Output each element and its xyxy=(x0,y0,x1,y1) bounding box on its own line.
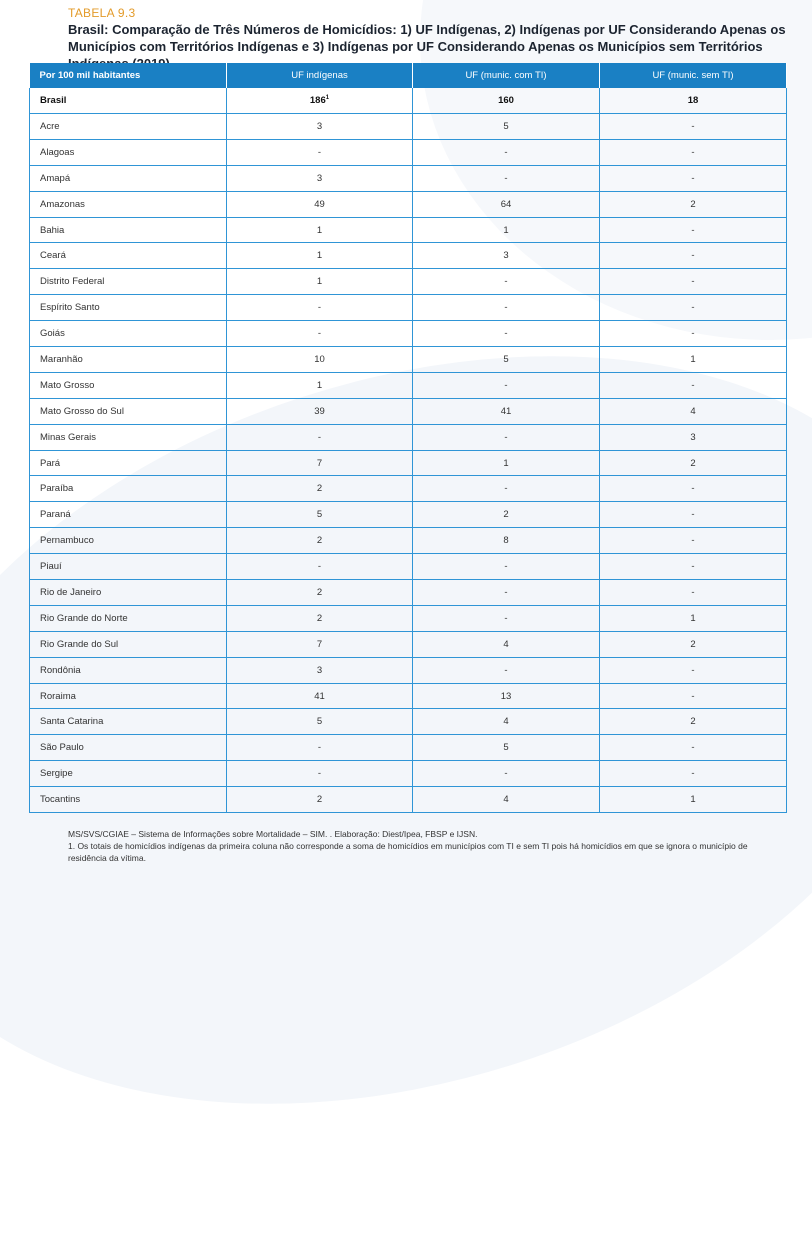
column-header-uf-indigenas: UF indígenas xyxy=(227,63,413,88)
sem-ti-value: - xyxy=(600,580,787,606)
uf-name: Espírito Santo xyxy=(30,295,227,321)
com-ti-value: - xyxy=(413,605,600,631)
table-row xyxy=(30,139,787,165)
column-header-sem-ti: UF (munic. sem TI) xyxy=(600,63,787,88)
uf-indigenas-value: - xyxy=(227,735,413,761)
uf-name: Acre xyxy=(30,114,227,140)
uf-indigenas-value: 5 xyxy=(227,502,413,528)
table-row xyxy=(30,735,787,761)
sem-ti-value: - xyxy=(600,243,787,269)
uf-indigenas-value: - xyxy=(227,295,413,321)
com-ti-value: 1 xyxy=(413,450,600,476)
sem-ti-value: - xyxy=(600,165,787,191)
sem-ti-value: - xyxy=(600,269,787,295)
table-row xyxy=(30,347,787,373)
sem-ti-value: 2 xyxy=(600,191,787,217)
table-row xyxy=(30,476,787,502)
uf-indigenas-value: 1 xyxy=(227,269,413,295)
table-row xyxy=(30,191,787,217)
table-row xyxy=(30,424,787,450)
com-ti-value: 8 xyxy=(413,528,600,554)
uf-indigenas-value: 7 xyxy=(227,631,413,657)
com-ti-value: 64 xyxy=(413,191,600,217)
uf-indigenas-value: 49 xyxy=(227,191,413,217)
uf-indigenas-value: - xyxy=(227,554,413,580)
sem-ti-value: 2 xyxy=(600,631,787,657)
sem-ti-value: - xyxy=(600,217,787,243)
homicide-table xyxy=(29,63,787,813)
com-ti-value: - xyxy=(413,761,600,787)
com-ti-value: - xyxy=(413,372,600,398)
com-ti-value: - xyxy=(413,657,600,683)
com-ti-value: 1 xyxy=(413,217,600,243)
com-ti-value: - xyxy=(413,476,600,502)
sem-ti-value: 3 xyxy=(600,424,787,450)
column-header-region: Por 100 mil habitantes xyxy=(30,63,227,88)
com-ti-value: - xyxy=(413,269,600,295)
table-row xyxy=(30,554,787,580)
uf-name: Tocantins xyxy=(30,787,227,813)
com-ti-value: 4 xyxy=(413,631,600,657)
uf-indigenas-value: 5 xyxy=(227,709,413,735)
uf-indigenas-value: 3 xyxy=(227,165,413,191)
table-number-label: TABELA 9.3 xyxy=(68,6,136,20)
com-ti-value: 13 xyxy=(413,683,600,709)
com-ti-value: 5 xyxy=(413,347,600,373)
sem-ti-value: - xyxy=(600,657,787,683)
table-row xyxy=(30,761,787,787)
header-row xyxy=(30,63,787,88)
uf-indigenas-value: 3 xyxy=(227,114,413,140)
sem-ti-value: 2 xyxy=(600,709,787,735)
com-ti-value: - xyxy=(413,165,600,191)
sem-ti-value: - xyxy=(600,683,787,709)
uf-indigenas-value: 2 xyxy=(227,528,413,554)
table-row xyxy=(30,657,787,683)
uf-name: Piauí xyxy=(30,554,227,580)
uf-indigenas-value: 10 xyxy=(227,347,413,373)
sem-ti-value: - xyxy=(600,139,787,165)
sem-ti-value: - xyxy=(600,554,787,580)
uf-name: Ceará xyxy=(30,243,227,269)
sem-ti-value: 1 xyxy=(600,605,787,631)
sem-ti-value: - xyxy=(600,761,787,787)
com-ti-value: - xyxy=(413,580,600,606)
com-ti-value: 3 xyxy=(413,243,600,269)
sem-ti-value: - xyxy=(600,372,787,398)
com-ti-value: 4 xyxy=(413,709,600,735)
table-row xyxy=(30,217,787,243)
com-ti-value: 2 xyxy=(413,502,600,528)
com-ti-value: 4 xyxy=(413,787,600,813)
brasil-sem-ti: 18 xyxy=(600,88,787,114)
uf-name: Rio de Janeiro xyxy=(30,580,227,606)
uf-name: Amazonas xyxy=(30,191,227,217)
brasil-row xyxy=(30,88,787,114)
sem-ti-value: - xyxy=(600,502,787,528)
table-row xyxy=(30,398,787,424)
sem-ti-value: 1 xyxy=(600,347,787,373)
table-row xyxy=(30,502,787,528)
footnote-mark: 1 xyxy=(325,94,330,101)
sem-ti-value: - xyxy=(600,528,787,554)
sem-ti-value: - xyxy=(600,114,787,140)
table-row xyxy=(30,787,787,813)
sem-ti-value: - xyxy=(600,476,787,502)
sem-ti-value: - xyxy=(600,295,787,321)
sem-ti-value: 4 xyxy=(600,398,787,424)
com-ti-value: 5 xyxy=(413,735,600,761)
table-row xyxy=(30,528,787,554)
table-row xyxy=(30,114,787,140)
uf-indigenas-value: - xyxy=(227,321,413,347)
uf-name: Pernambuco xyxy=(30,528,227,554)
com-ti-value: - xyxy=(413,139,600,165)
uf-name: Rio Grande do Norte xyxy=(30,605,227,631)
uf-indigenas-value: 1 xyxy=(227,372,413,398)
com-ti-value: 5 xyxy=(413,114,600,140)
table-notes xyxy=(68,828,788,864)
uf-name: Pará xyxy=(30,450,227,476)
uf-name: São Paulo xyxy=(30,735,227,761)
uf-name: Paraíba xyxy=(30,476,227,502)
uf-indigenas-value: 3 xyxy=(227,657,413,683)
uf-name: Goiás xyxy=(30,321,227,347)
uf-indigenas-value: 39 xyxy=(227,398,413,424)
uf-name: Mato Grosso do Sul xyxy=(30,398,227,424)
table-row xyxy=(30,709,787,735)
table-row xyxy=(30,165,787,191)
com-ti-value: - xyxy=(413,554,600,580)
uf-indigenas-value: 2 xyxy=(227,787,413,813)
com-ti-value: - xyxy=(413,321,600,347)
uf-name: Santa Catarina xyxy=(30,709,227,735)
table-row xyxy=(30,631,787,657)
com-ti-value: - xyxy=(413,424,600,450)
uf-name: Roraima xyxy=(30,683,227,709)
brasil-uf-indigenas xyxy=(227,88,413,114)
uf-indigenas-value: - xyxy=(227,139,413,165)
uf-indigenas-value: 41 xyxy=(227,683,413,709)
sem-ti-value: - xyxy=(600,321,787,347)
column-header-com-ti: UF (munic. com TI) xyxy=(413,63,600,88)
uf-name: Bahia xyxy=(30,217,227,243)
table-row xyxy=(30,295,787,321)
uf-indigenas-value: 2 xyxy=(227,476,413,502)
table-title: Brasil: Comparação de Três Números de Homicídios: 1) UF Indígenas, 2) Indígenas por UF Considerando Apenas os Municípios com Territórios Indígenas e 3) Indígenas por UF Considerando Apenas os Municípios sem Territórios xyxy=(68,22,786,54)
uf-indigenas-value: 1 xyxy=(227,217,413,243)
table-row xyxy=(30,269,787,295)
footnote-1: 1. Os totais de homicídios indígenas da primeira coluna não corresponde a soma de homicídios em municípios com TI e sem TI pois há homicídios em que se ignora o município de residência da vítima. xyxy=(68,841,748,863)
uf-name: Sergipe xyxy=(30,761,227,787)
sem-ti-value: - xyxy=(600,735,787,761)
uf-indigenas-value: 2 xyxy=(227,605,413,631)
brasil-com-ti: 160 xyxy=(413,88,600,114)
brasil-uf-indigenas-value: 186 xyxy=(309,95,326,107)
table-row xyxy=(30,243,787,269)
brasil-label: Brasil xyxy=(30,88,227,114)
uf-name: Alagoas xyxy=(30,139,227,165)
table-row xyxy=(30,372,787,398)
sem-ti-value: 1 xyxy=(600,787,787,813)
uf-name: Paraná xyxy=(30,502,227,528)
uf-name: Amapá xyxy=(30,165,227,191)
com-ti-value: 41 xyxy=(413,398,600,424)
table-row xyxy=(30,321,787,347)
uf-indigenas-value: - xyxy=(227,761,413,787)
sem-ti-value: 2 xyxy=(600,450,787,476)
uf-indigenas-value: 1 xyxy=(227,243,413,269)
uf-name: Mato Grosso xyxy=(30,372,227,398)
uf-name: Maranhão xyxy=(30,347,227,373)
uf-indigenas-value: 7 xyxy=(227,450,413,476)
source-note: MS/SVS/CGIAE – Sistema de Informações sobre Mortalidade – SIM. . Elaboração: Diest/Ipea, FBSP e IJSN. xyxy=(68,829,478,839)
uf-name: Rondônia xyxy=(30,657,227,683)
table-row xyxy=(30,450,787,476)
table-row xyxy=(30,683,787,709)
uf-name: Distrito Federal xyxy=(30,269,227,295)
uf-indigenas-value: - xyxy=(227,424,413,450)
uf-name: Rio Grande do Sul xyxy=(30,631,227,657)
com-ti-value: - xyxy=(413,295,600,321)
uf-name: Minas Gerais xyxy=(30,424,227,450)
table-row xyxy=(30,605,787,631)
uf-indigenas-value: 2 xyxy=(227,580,413,606)
table-row xyxy=(30,580,787,606)
